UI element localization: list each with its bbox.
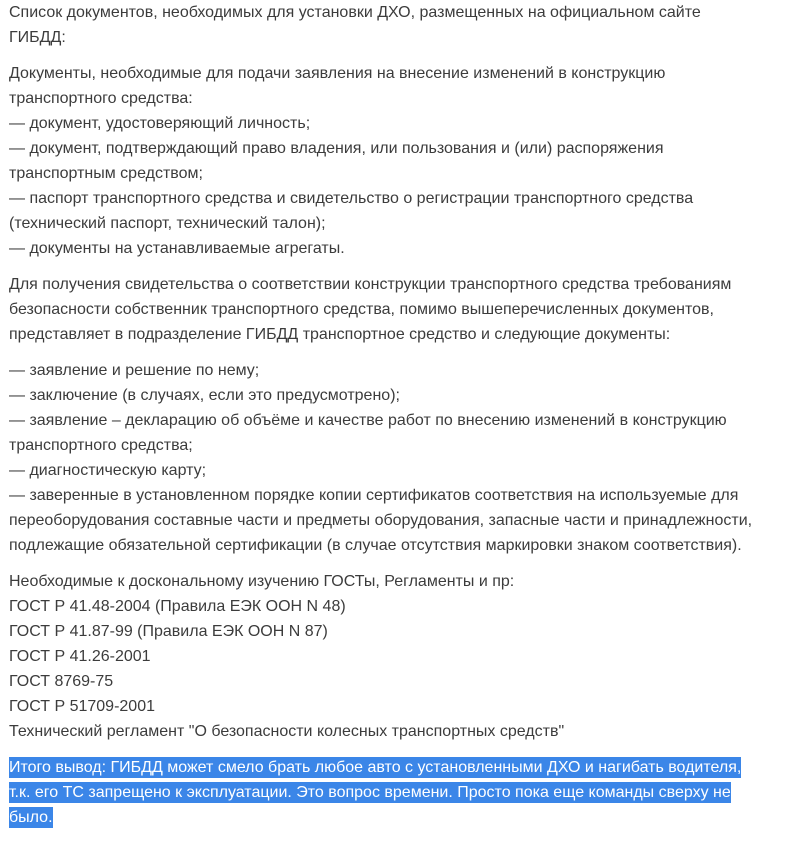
standard-item: ГОСТ Р 41.48-2004 (Правила ЕЭК ООН N 48)	[9, 598, 346, 615]
list-item: — документы на устанавливаемые агрегаты.	[9, 240, 345, 257]
list-item-continuation: (технический паспорт, технический талон);	[9, 215, 326, 232]
paragraph-gap	[9, 261, 809, 272]
list-item: — заявление – декларацию об объёме и качестве работ по внесению изменений в конструкцию	[9, 412, 727, 429]
text-line: Для получения свидетельства о соответствии конструкции транспортного средства требованиям	[9, 276, 732, 293]
paragraph-gap	[9, 347, 809, 358]
text-line: ГИБДД:	[9, 29, 66, 46]
standard-item: ГОСТ Р 51709-2001	[9, 698, 155, 715]
list-item: — диагностическую карту;	[9, 462, 207, 479]
standards-paragraph	[9, 569, 809, 744]
text-line: представляет в подразделение ГИБДД транспортное средство и следующие документы:	[9, 326, 671, 343]
paragraph-gap	[9, 744, 809, 755]
text-line: Документы, необходимые для подачи заявления на внесение изменений в конструкцию	[9, 65, 666, 82]
list-item-continuation: подлежащие обязательной сертификации (в случае отсутствия маркировки знаком соответствия).	[9, 537, 742, 554]
standard-item: ГОСТ Р 41.26-2001	[9, 648, 151, 665]
selected-text-line[interactable]: было.	[9, 809, 53, 826]
conclusion-paragraph-selected[interactable]	[6, 755, 809, 830]
article-body	[9, 0, 809, 830]
list-item-continuation: транспортным средством;	[9, 165, 203, 182]
list-item: — заявление и решение по нему;	[9, 362, 260, 379]
list-item: — документ, подтверждающий право владения, или пользования и (или) распоряжения	[9, 140, 664, 157]
list-item: — заключение (в случаях, если это предусмотрено);	[9, 387, 400, 404]
text-line: транспортного средства:	[9, 90, 193, 107]
selected-text-line[interactable]: Итого вывод: ГИБДД может смело брать любое авто с установленными ДХО и нагибать водителя,	[9, 759, 742, 776]
list-item-continuation: переоборудования составные части и предметы оборудования, запасные части и принадлежности,	[9, 512, 753, 529]
text-line: Необходимые к доскональному изучению ГОСТы, Регламенты и пр:	[9, 573, 515, 590]
standard-item: ГОСТ 8769-75	[9, 673, 114, 690]
standard-item: ГОСТ Р 41.87-99 (Правила ЕЭК ООН N 87)	[9, 623, 328, 640]
list-item: — паспорт транспортного средства и свидетельство о регистрации транспортного средства	[9, 190, 694, 207]
paragraph-gap	[9, 558, 809, 569]
list-item-continuation: транспортного средства;	[9, 437, 193, 454]
additional-documents-list	[9, 358, 809, 558]
certificate-paragraph	[9, 272, 809, 347]
list-item: — заверенные в установленном порядке копии сертификатов соответствия на используемые для	[9, 487, 739, 504]
intro-paragraph	[9, 0, 809, 50]
list-item: — документ, удостоверяющий личность;	[9, 115, 311, 132]
text-line: безопасности собственник транспортного средства, помимо вышеперечисленных документов,	[9, 301, 714, 318]
documents-list-paragraph	[9, 61, 809, 261]
text-line: Список документов, необходимых для установки ДХО, размещенных на официальном сайте	[9, 4, 701, 21]
selected-text-line[interactable]: т.к. его ТС запрещено к эксплуатации. Это вопрос времени. Просто пока еще команды сверху не	[9, 784, 731, 801]
paragraph-gap	[9, 50, 809, 61]
standard-item: Технический регламент "О безопасности колесных транспортных средств"	[9, 723, 565, 740]
